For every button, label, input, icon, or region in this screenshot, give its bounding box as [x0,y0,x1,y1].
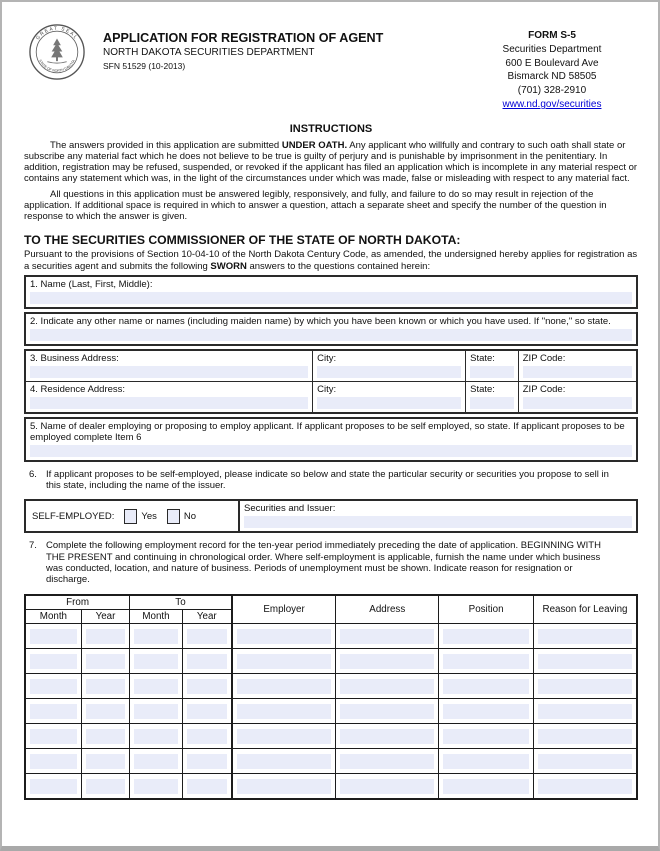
to-year-input[interactable] [187,779,227,794]
position-input[interactable] [443,629,529,644]
item-7-text: Complete the following employment record for the ten-year period immediately preceding the date of application. BEGINNING WITH THE PRESENT and continuing in chronological order. Where self-employment is applicable, furnish the name under which business was conducted, location, and nature of business. Periods of unemployment must be shown. Indicate reason for resignation or discharge. [46,540,601,585]
to-year-input[interactable] [187,754,227,769]
business-city-input[interactable] [317,366,461,378]
position-input[interactable] [443,654,529,669]
svg-text:GREAT SEAL: GREAT SEAL [35,26,79,42]
address-input[interactable] [340,704,434,719]
dept-line: Bismarck ND 58505 [507,71,597,83]
from-year-input[interactable] [86,629,125,644]
city-label: City: [317,352,337,364]
state-label: State: [470,352,495,364]
from-month-header: Month [25,610,81,624]
address-input[interactable] [340,629,434,644]
header [24,20,638,112]
item-6-number: 6. [29,468,37,480]
from-year-header: Year [81,610,129,624]
employment-row [25,624,637,649]
reason-input[interactable] [538,779,632,794]
to-month-input[interactable] [134,679,178,694]
position-input[interactable] [443,779,529,794]
from-year-input[interactable] [86,704,125,719]
residence-address-row [25,381,637,413]
reason-input[interactable] [538,754,632,769]
to-month-input[interactable] [134,729,178,744]
form-number: SFN 51529 (10-2013) [103,61,186,71]
field-4-label: 4. Residence Address: [30,383,126,395]
from-month-input[interactable] [30,729,77,744]
north-dakota-state-seal-icon [28,23,86,81]
from-year-input[interactable] [86,754,125,769]
address-input[interactable] [340,729,434,744]
address-table [24,349,638,414]
intro-pre: Pursuant to the provisions of Section 10-04-10 of the North Dakota Century Code, as amended, the undersigned hereby applies for registration as a securities agent and submits the following [24,249,638,272]
address-input[interactable] [340,779,434,794]
employer-input[interactable] [237,654,332,669]
securities-issuer-label: Securities and Issuer: [244,503,336,515]
from-year-input[interactable] [86,729,125,744]
reason-input[interactable] [538,704,632,719]
residence-city-input[interactable] [317,397,461,409]
field-5-label: 5. Name of dealer employing or proposing to employ applicant. If applicant proposes to be self employed, so state. If applicant proposes to be employed complete Item 6 [30,420,625,443]
p1-rest: Any applicant who willfully and contrary to such oath shall state or subscribe any material fact which he does not believe to be true is guilty of perjury and is punishable by imprisonment in the penitentiary. In addition, registration may be refused, suspended, or revoked if the applicant has filed an application which is incomplete in any material respect or contains any statement which was, in the light of the circumstances under which was made, false or misleading with respect to any material fact. [24,139,638,184]
address-input[interactable] [340,654,434,669]
reason-input[interactable] [538,729,632,744]
from-header: From [25,595,130,610]
to-month-input[interactable] [134,754,178,769]
zip-label: ZIP Code: [522,352,566,364]
employment-record-table [24,594,638,800]
from-month-input[interactable] [30,704,77,719]
city-label: City: [317,383,337,395]
form-title: APPLICATION FOR REGISTRATION OF AGENT [103,31,384,45]
dealer-name-input[interactable] [30,445,632,457]
to-year-header: Year [182,610,232,624]
from-month-input[interactable] [30,629,77,644]
from-month-input[interactable] [30,754,77,769]
instructions-heading: INSTRUCTIONS [289,122,373,135]
to-year-input[interactable] [187,654,227,669]
from-year-input[interactable] [86,654,125,669]
item-6-text: If applicant proposes to be self-employed, please indicate so below and state the particular security or securities you propose to sell in this state, including the name of the issuer. [46,468,609,492]
svg-text:STATE OF NORTH DAKOTA: STATE OF NORTH DAKOTA [38,58,76,73]
securities-issuer-input[interactable] [244,516,632,528]
commissioner-heading: TO THE SECURITIES COMMISSIONER OF THE STATE OF NORTH DAKOTA: [24,233,461,248]
instructions-paragraph-2: All questions in this application must be answered legibly, responsively, and fully, and failure to do so may result in rejection of the application. If additional space is required in which to answer a question, attach a separate sheet and specify the number of the question in response to which the answer is given. [24,189,607,223]
item-7-number: 7. [29,540,37,552]
from-month-input[interactable] [30,779,77,794]
employment-rows [25,624,637,800]
field-1-label: 1. Name (Last, First, Middle): [30,278,153,290]
item-6 [24,469,638,491]
position-input[interactable] [443,754,529,769]
name-input[interactable] [30,292,632,304]
business-address-row [25,350,637,382]
instructions-paragraph-1 [24,141,638,185]
to-year-input[interactable] [187,629,227,644]
from-month-input[interactable] [30,654,77,669]
form-label: FORM S-5 [528,30,576,41]
department-address-block [466,20,638,112]
self-employed-label: SELF-EMPLOYED: [32,510,115,522]
p1-lead: The answers provided in this application are submitted [50,139,280,151]
reason-input[interactable] [538,654,632,669]
p1-under-oath: UNDER OATH. [281,139,348,151]
employer-input[interactable] [237,729,332,744]
reason-input[interactable] [538,629,632,644]
field-3-label: 3. Business Address: [30,352,119,364]
employer-input[interactable] [237,679,332,694]
from-month-input[interactable] [30,679,77,694]
dept-line: (701) 328-2910 [517,85,587,97]
dept-line: 600 E Boulevard Ave [505,57,599,69]
reason-input[interactable] [538,679,632,694]
to-month-header: Month [130,610,183,624]
yes-label: Yes [141,510,157,522]
field-5-dealer-box [24,417,638,462]
intro-post: answers to the questions contained herein: [249,260,431,272]
employment-row [25,724,637,749]
residence-zip-input[interactable] [523,397,632,409]
to-year-input[interactable] [187,729,227,744]
field-2-other-names-box [24,312,638,346]
form-subtitle: NORTH DAKOTA SECURITIES DEPARTMENT [103,47,315,58]
no-label: No [183,510,197,522]
to-year-input[interactable] [187,704,227,719]
field-2-label: 2. Indicate any other name or names (including maiden name) by which you have been known or which you have used. If "none," so state. [30,315,611,327]
employment-row [25,674,637,699]
employment-row [25,699,637,724]
item-7 [24,540,638,585]
employer-input[interactable] [237,704,332,719]
to-month-input[interactable] [134,779,178,794]
employment-row [25,749,637,774]
employment-row [25,774,637,800]
to-month-input[interactable] [134,629,178,644]
to-month-input[interactable] [134,704,178,719]
self-employed-box [24,499,638,533]
address-input[interactable] [340,679,434,694]
position-header: Position [439,595,534,624]
other-names-input[interactable] [30,329,632,341]
from-year-input[interactable] [86,779,125,794]
self-employed-cell [26,501,240,531]
employer-header: Employer [232,595,336,624]
securities-issuer-cell [240,501,636,531]
to-month-input[interactable] [134,654,178,669]
employment-row [25,649,637,674]
employer-input[interactable] [237,629,332,644]
website-link[interactable]: www.nd.gov/securities [502,98,602,110]
residence-address-input[interactable] [30,397,308,409]
to-header: To [130,595,232,610]
business-zip-input[interactable] [523,366,632,378]
employer-input[interactable] [237,779,332,794]
self-employed-no-checkbox[interactable] [167,509,180,524]
reason-header: Reason for Leaving [534,595,637,624]
title-block [103,20,383,71]
employer-input[interactable] [237,754,332,769]
intro-sworn: SWORN [210,260,247,272]
from-year-input[interactable] [86,679,125,694]
residence-state-input[interactable] [470,397,514,409]
address-header: Address [336,595,439,624]
address-input[interactable] [340,754,434,769]
commissioner-intro [24,249,638,272]
table-header-row-groups [25,595,637,610]
field-1-name-box [24,275,638,309]
to-year-input[interactable] [187,679,227,694]
business-state-input[interactable] [470,366,514,378]
position-input[interactable] [443,679,529,694]
business-address-input[interactable] [30,366,308,378]
position-input[interactable] [443,729,529,744]
dept-line: Securities Department [502,43,602,55]
position-input[interactable] [443,704,529,719]
zip-label: ZIP Code: [522,383,566,395]
state-label: State: [470,383,495,395]
self-employed-yes-checkbox[interactable] [124,509,137,524]
